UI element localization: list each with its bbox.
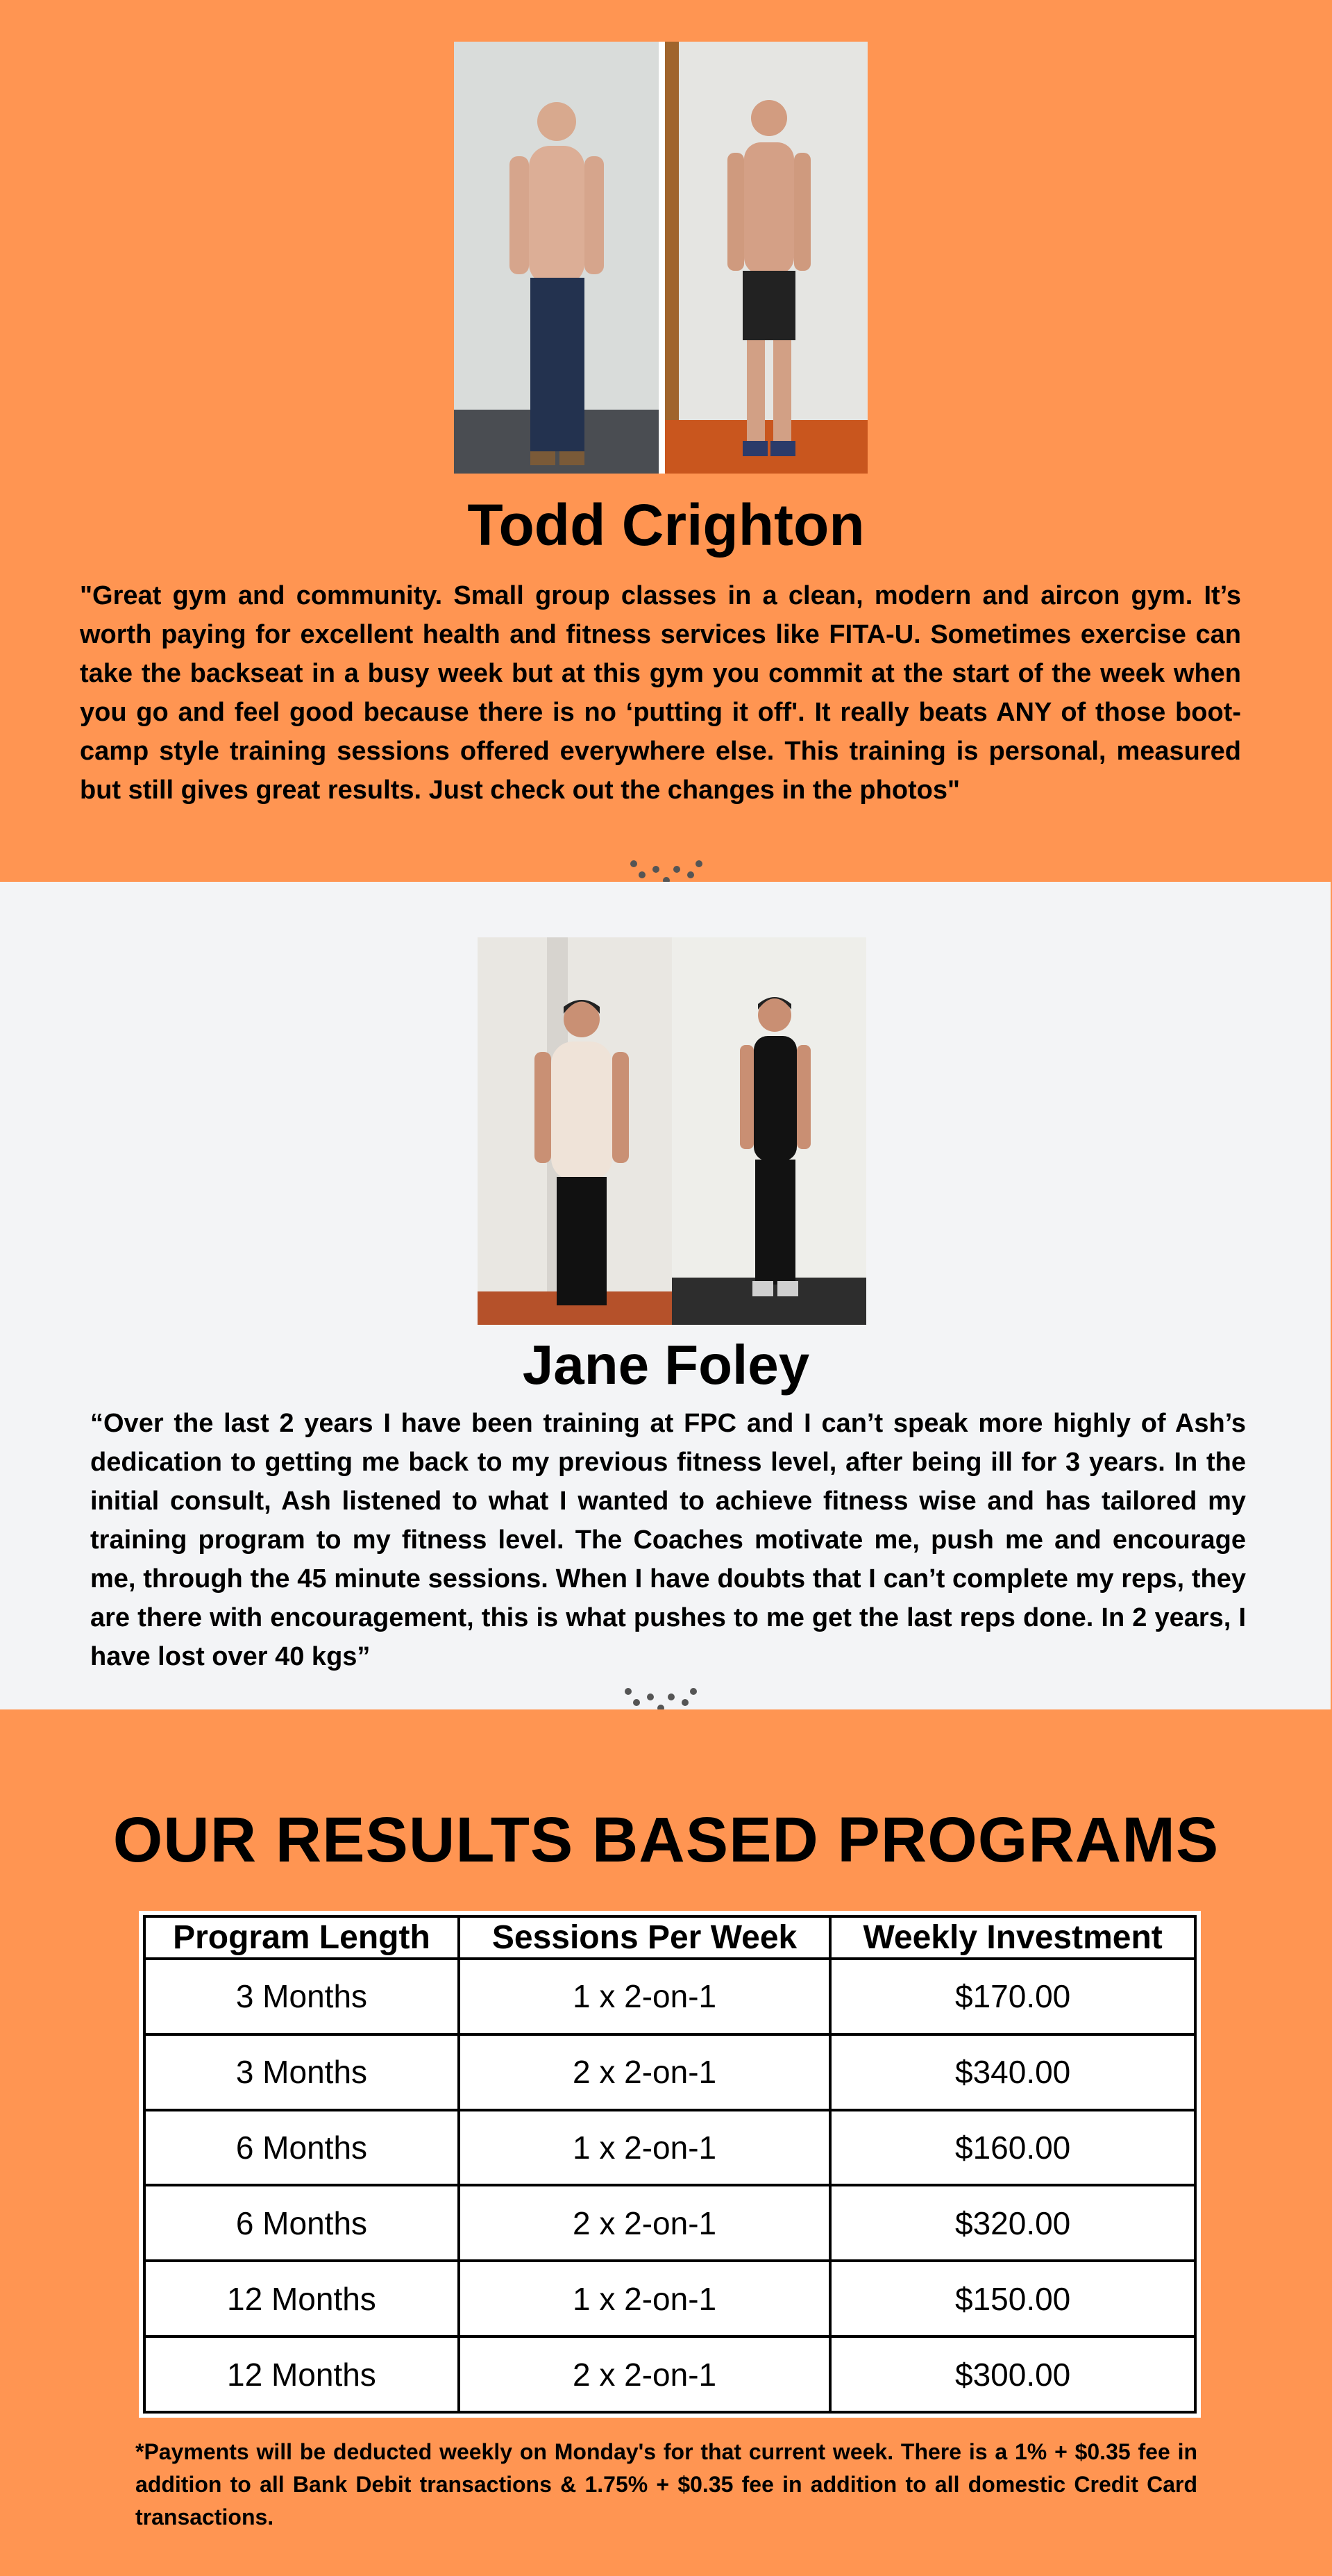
todd-before-photo [454,42,659,474]
testimonial-quote: "Great gym and community. Small group classes in a clean, modern and aircon gym. It’s worth paying for excellent health and fitness services like FITA-U. Sometimes exercise can take the backseat in a busy week but at this gym you commit at the start of the week when you go and feel good because there is no ‘putting it off'. It really beats ANY of those boot-camp style training sessions offered everywhere else. This training is personal, measured but still gives great results. Just check out the changes in the photos" [80,581,1241,805]
programs-title: OUR RESULTS BASED PROGRAMS [112,1805,1220,1875]
program-length-cell: 6 Months [144,2185,459,2261]
header-program-length: Program Length [144,1916,459,1959]
investment-cell: $340.00 [830,2034,1195,2110]
investment-cell: $160.00 [830,2110,1195,2186]
investment-cell: $300.00 [830,2336,1195,2412]
programs-table [139,1911,1201,2418]
investment-cell: $150.00 [830,2261,1195,2336]
jane-after-photo [672,937,866,1325]
program-length-cell: 3 Months [144,1959,459,2034]
testimonial-name: Jane Foley [522,1334,810,1396]
table-row [144,2336,1195,2412]
photo-divider [659,42,665,474]
table-header-row [144,1916,1195,1959]
payments-footnote: *Payments will be deducted weekly on Monday's for that current week. There is a 1% + $0.35 fee in addition to all Bank Debit transactions & 1.75% + $0.35 fee in addition to all domestic Credit Card transactions. [135,2439,1197,2529]
testimonial-name: Todd Crighton [467,492,865,558]
program-length-cell: 12 Months [144,2336,459,2412]
table-row [144,2261,1195,2336]
sessions-cell: 2 x 2-on-1 [459,2185,830,2261]
program-length-cell: 6 Months [144,2110,459,2186]
jane-before-photo [478,937,672,1325]
table-row [144,2110,1195,2186]
sessions-cell: 2 x 2-on-1 [459,2336,830,2412]
table-row [144,1959,1195,2034]
investment-cell: $170.00 [830,1959,1195,2034]
header-sessions-per-week: Sessions Per Week [459,1916,830,1959]
sessions-cell: 1 x 2-on-1 [459,2261,830,2336]
testimonial-section-jane [0,882,1332,1709]
testimonial-section-todd [0,0,1332,882]
investment-cell: $320.00 [830,2185,1195,2261]
header-weekly-investment: Weekly Investment [830,1916,1195,1959]
sessions-cell: 1 x 2-on-1 [459,2110,830,2186]
testimonial-quote: “Over the last 2 years I have been training at FPC and I can’t speak more highly of Ash’s dedication to getting me back to my previous fitness level, after being ill for 3 years. In the initial consult, Ash listened to what I wanted to achieve fitness wise and has tailored my training program to my fitness level. The Coaches motivate me, push me and encourage me, through the 45 minute sessions. When I have doubts that I can’t complete my reps, they are there with encouragement, this is what pushes to me get the last reps done. In 2 years, I have lost over 40 kgs” [90,1409,1246,1671]
table-row [144,2185,1195,2261]
sessions-cell: 2 x 2-on-1 [459,2034,830,2110]
table-row [144,2034,1195,2110]
program-length-cell: 3 Months [144,2034,459,2110]
program-length-cell: 12 Months [144,2261,459,2336]
todd-after-photo [665,42,868,474]
sessions-cell: 1 x 2-on-1 [459,1959,830,2034]
